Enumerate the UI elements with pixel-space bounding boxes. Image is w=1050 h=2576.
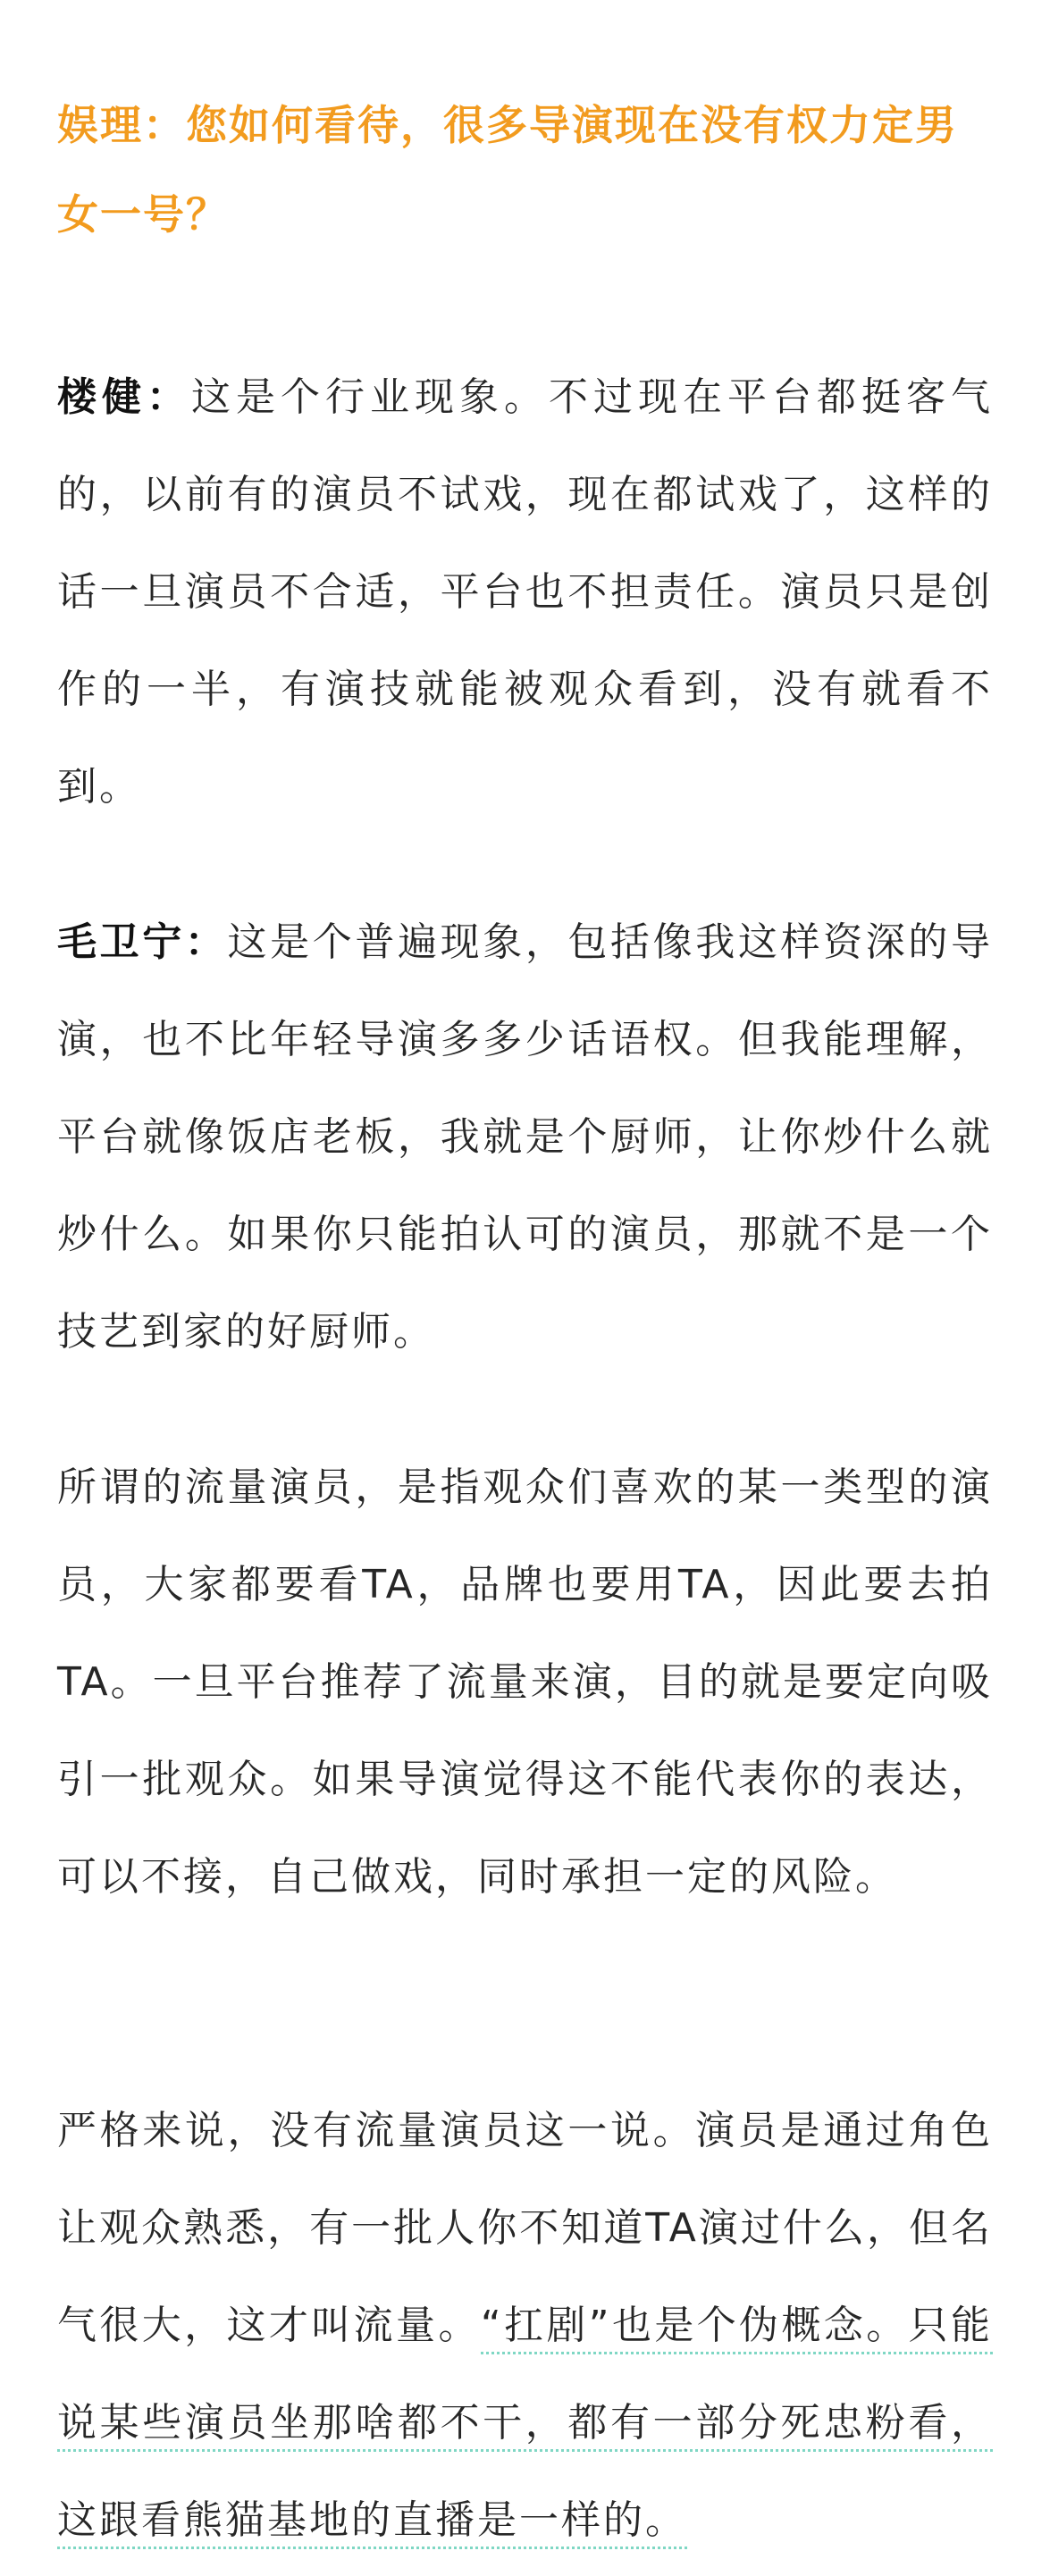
question-text: 娱理：您如何看待，很多导演现在没有权力定男女一号？ [57,101,958,239]
paragraph-text: 所谓的流量演员，是指观众们喜欢的某一类型的演员，大家都要看TA，品牌也要用TA，因此要去拍TA。一旦平台推荐了流量来演，目的就是要定向吸引一批观众。如果导演觉得这不能代表你的表达，可以不接，自己做戏，同时承担一定的风险。 [57,1464,993,1900]
paragraph-text: 这是个行业现象。不过现在平台都挺客气的，以前有的演员不试戏，现在都试戏了，这样的话一旦演员不合适，平台也不担责任。演员只是创作的一半，有演技就能被观众看到，没有就看不到。 [57,374,993,810]
interview-question [57,80,993,259]
answer-paragraph-mao-weining [57,894,993,1380]
body-paragraph-highlighted [57,2082,993,2569]
answer-paragraph-lou-jian [57,348,993,835]
speaker-name: 毛卫宁： [57,919,228,965]
paragraph-text: 严格来说，没有流量演员这一说。演员是通过角色让观众熟悉，有一批人你不知道TA演过什么，但名气很大，这才叫流量。 [57,2108,993,2348]
speaker-name: 楼健： [57,374,191,420]
highlighted-text: “扛剧”也是个伪概念。只能说某些演员坐那啥都不干，都有一部分死忠粉看，这跟看熊猫基地的直播是一样的。 [57,2303,993,2549]
body-paragraph [57,1439,993,1926]
paragraph-text: 这是个普遍现象，包括像我这样资深的导演，也不比年轻导演多多少话语权。但我能理解，平台就像饭店老板，我就是个厨师，让你炒什么就炒什么。如果你只能拍认可的演员，那就不是一个技艺到家的好厨师。 [57,919,994,1355]
